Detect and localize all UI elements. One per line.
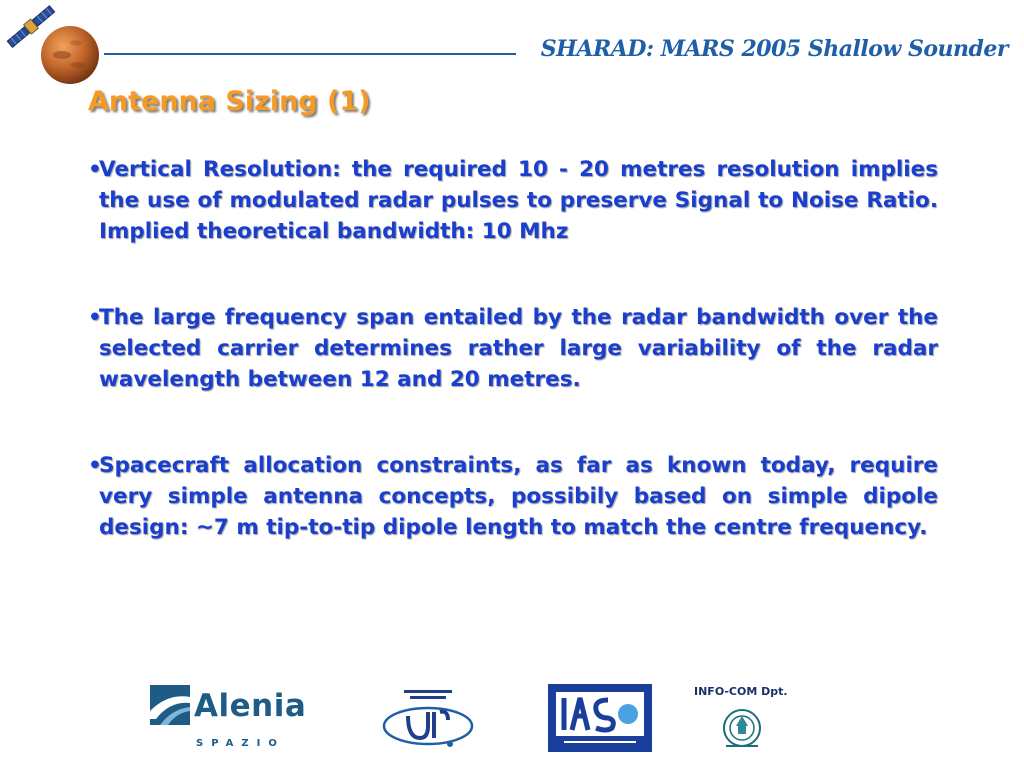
mars-planet-icon — [40, 25, 100, 85]
asi-logo-icon — [378, 682, 478, 752]
bullet-marker: • — [88, 157, 102, 182]
header-rule — [104, 53, 516, 55]
presentation-title: SHARAD: MARS 2005 Shallow Sounder — [540, 36, 1008, 62]
ias-planetologia-logo-icon — [548, 684, 652, 752]
partner-logos — [150, 682, 810, 754]
alenia-name: Alenia — [194, 688, 307, 724]
alenia-logo — [150, 685, 326, 753]
infocom-name: INFO-COM Dpt. — [694, 685, 788, 698]
bullet-item — [88, 154, 938, 247]
bullet-text: Vertical Resolution: the required 10 - 20 metres resolution implies the use of modulated radar pulses to preserve Signal to Noise Ratio. Implied theoretical bandwidth: 10 Mhz — [99, 157, 938, 244]
bullet-marker: • — [88, 305, 102, 330]
bullet-list — [88, 154, 938, 598]
slide-title: Antenna Sizing (1) — [88, 86, 371, 117]
alenia-logo-icon — [150, 685, 190, 725]
infocom-logo — [694, 682, 798, 754]
bullet-marker: • — [88, 453, 102, 478]
bullet-text: The large frequency span entailed by the radar bandwidth over the selected carrier determines rather large variability of the radar wavelength between 12 and 20 metres. — [99, 305, 938, 392]
bullet-item — [88, 450, 938, 543]
infocom-seal-icon — [694, 682, 798, 754]
bullet-item — [88, 302, 938, 395]
bullet-text: Spacecraft allocation constraints, as far as known today, require very simple antenna concepts, possibily based on simple dipole design: ~7 m tip-to-tip dipole length to match the centre frequency. — [99, 453, 938, 540]
alenia-subtitle: SPAZIO — [196, 738, 285, 749]
